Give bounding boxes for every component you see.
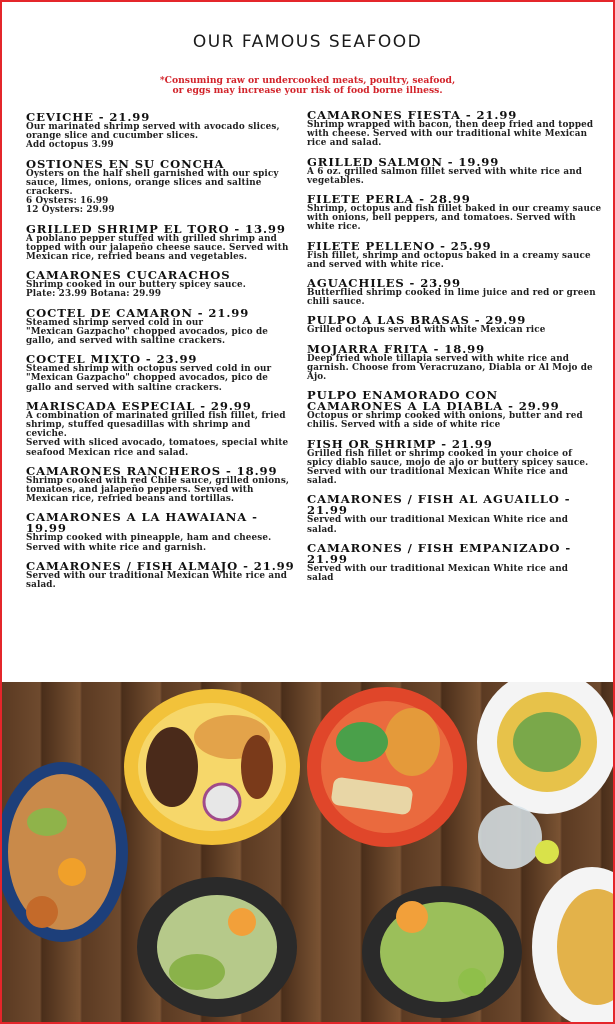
menu-item bbox=[307, 154, 607, 186]
menu-item-description: Grilled fish fillet or shrimp cooked in your choice of spicy diablo sauce, mojo de ajo or buttery spicey sauce. Served with our traditional Mexican White rice and salad. bbox=[307, 448, 589, 487]
menu-item-name: MARISCADA ESPECIAL - 29.99 bbox=[26, 398, 252, 413]
right-menu-column bbox=[307, 110, 607, 591]
menu-item-description: Shrimp cooked with pineapple, ham and cheese. Served with white rice and garnish. bbox=[26, 533, 272, 553]
menu-item-name: COCTEL DE CAMARON - 21.99 bbox=[26, 305, 250, 320]
menu-item-description: Served with our traditional Mexican White rice and salad bbox=[307, 563, 569, 584]
menu-item bbox=[307, 278, 607, 307]
menu-item-name: FILETE PERLA - 28.99 bbox=[307, 192, 471, 207]
food-photo-illustration bbox=[2, 682, 613, 1022]
menu-item-name: CAMARONES / FISH ALMAJO - 21.99 bbox=[26, 558, 295, 573]
menu-item bbox=[26, 512, 302, 552]
menu-item-name: FILETE PELLENO - 25.99 bbox=[307, 238, 492, 253]
page-title: OUR FAMOUS SEAFOOD bbox=[192, 32, 423, 52]
menu-item-name: OSTIONES EN SU CONCHA bbox=[26, 156, 225, 171]
menu-item-description: Oysters on the half shell garnished with our spicy sauce, limes, onions, orange slices and saltine crackers. 6 Oysters: 16.99 12 Oysters: 29.99 bbox=[26, 168, 279, 216]
menu-item bbox=[307, 194, 607, 233]
menu-item-description: Shrimp, octopus and fish fillet baked in our creamy sauce with onions, bell peppers, and tomatoes. Served with white rice. bbox=[307, 204, 602, 233]
menu-item bbox=[26, 354, 302, 393]
menu-item bbox=[307, 494, 607, 534]
food-safety-warning bbox=[2, 76, 613, 96]
menu-item bbox=[307, 390, 607, 430]
menu-item-name: CAMARONES FIESTA - 21.99 bbox=[307, 108, 518, 122]
warning-line-1: *Consuming raw or undercooked meats, poultry, seafood, bbox=[159, 75, 456, 86]
menu-item-description: Shrimp cooked with red Chile sauce, grilled onions, tomatoes, and jalapeño peppers. Served with Mexican rice, refried beans and tortillas. bbox=[26, 475, 290, 505]
menu-item bbox=[307, 315, 607, 335]
menu-item-description: Shrimp wrapped with bacon, then deep fried and topped with cheese. Served with our traditional white Mexican rice and salad. bbox=[307, 120, 594, 149]
menu-item-description: A poblano pepper stuffed with grilled shrimp and topped with our jalapeño cheese sauce. Served with Mexican rice, refried beans and vegetables. bbox=[26, 233, 289, 263]
menu-item-name: AGUACHILES - 23.99 bbox=[307, 276, 462, 291]
menu-item-description: Octopus or shrimp cooked with onions, butter and red chilis. Served with a side of white rice bbox=[307, 411, 583, 431]
menu-item-name: CAMARONES A LA HAWAIANA - 19.99 bbox=[26, 510, 258, 536]
menu-item-description: Grilled octopus served with white Mexican rice bbox=[307, 325, 546, 336]
menu-item bbox=[26, 463, 302, 505]
menu-item-description: Deep fried whole tillapia served with white rice and garnish. Choose from Veracruzano, Diabla or Al Mojo de Ajo. bbox=[307, 353, 593, 383]
menu-item bbox=[26, 270, 302, 299]
menu-item-description: A 6 oz. grilled salmon fillet served with white rice and vegetables. bbox=[307, 166, 583, 186]
menu-item bbox=[307, 540, 607, 584]
menu-item bbox=[307, 341, 607, 383]
menu-item-name: CAMARONES / FISH AL AGUAILLO - 21.99 bbox=[307, 492, 571, 518]
menu-item bbox=[26, 221, 302, 263]
menu-item bbox=[307, 238, 607, 270]
menu-item bbox=[26, 398, 302, 458]
menu-item-description: Butterflied shrimp cooked in lime juice and red or green chili sauce. bbox=[307, 288, 596, 308]
menu-item-name: CAMARONES / FISH EMPANIZADO - 21.99 bbox=[307, 540, 572, 566]
menu-item-description: Served with our traditional Mexican White rice and salad. bbox=[26, 570, 288, 591]
menu-item-name: CAMARONES RANCHEROS - 18.99 bbox=[26, 463, 278, 478]
steak bbox=[146, 727, 198, 807]
menu-item-name: GRILLED SALMON - 19.99 bbox=[307, 154, 500, 169]
menu-item-description: Shrimp cooked in our buttery spicey sauce. Plate: 23.99 Botana: 29.99 bbox=[26, 280, 247, 300]
menu-item-name: CEVICHE - 21.99 bbox=[26, 110, 151, 124]
menu-item-name: CAMARONES CUCARACHOS bbox=[26, 268, 231, 283]
left-menu-column bbox=[26, 112, 302, 598]
menu-item-name: FISH OR SHRIMP - 21.99 bbox=[307, 436, 493, 451]
menu-item-name: GRILLED SHRIMP EL TORO - 13.99 bbox=[26, 221, 286, 236]
menu-item bbox=[307, 110, 607, 149]
menu-item-description: Steamed shrimp served cold in our "Mexican Gazpacho" chopped avocados, pico de gallo, and served with saltine crackers. bbox=[26, 317, 269, 347]
menu-item-name: PULPO A LAS BRASAS - 29.99 bbox=[307, 313, 527, 328]
menu-item-name: PULPO ENAMORADO CON CAMARONES A LA DIABLA - 29.99 bbox=[307, 388, 560, 414]
menu-item-description: Our marinated shrimp served with avocado slices, orange slice and cucumber slices. Add octopus 3.99 bbox=[26, 122, 280, 151]
menu-item-description: Steamed shrimp with octopus served cold in our "Mexican Gazpacho" chopped avocados, pico de gallo and served with saltine crackers. bbox=[26, 364, 272, 393]
menu-item bbox=[307, 436, 607, 487]
menu-item-name: MOJARRA FRITA - 18.99 bbox=[307, 341, 486, 356]
warning-line-2: or eggs may increase your risk of food borne illness. bbox=[172, 85, 443, 96]
menu-item bbox=[26, 305, 302, 347]
menu-item-description: A combination of marinated grilled fish fillet, fried shrimp, stuffed quesadillas with shrimp and ceviche. Served with sliced avocado, tomatoes, special white seafood Mexican rice and salad. bbox=[26, 410, 289, 458]
menu-item-description: Served with our traditional Mexican White rice and salad. bbox=[307, 515, 569, 535]
water-glass bbox=[478, 805, 542, 869]
menu-item bbox=[26, 558, 302, 591]
food-photo bbox=[2, 682, 613, 1022]
bowl-food bbox=[8, 774, 116, 930]
menu-item bbox=[26, 156, 302, 216]
menu-item bbox=[26, 112, 302, 151]
menu-item-description: Fish fillet, shrimp and octopus baked in a creamy sauce and served with white rice. bbox=[307, 250, 591, 270]
menu-item-name: COCTEL MIXTO - 23.99 bbox=[26, 352, 198, 367]
